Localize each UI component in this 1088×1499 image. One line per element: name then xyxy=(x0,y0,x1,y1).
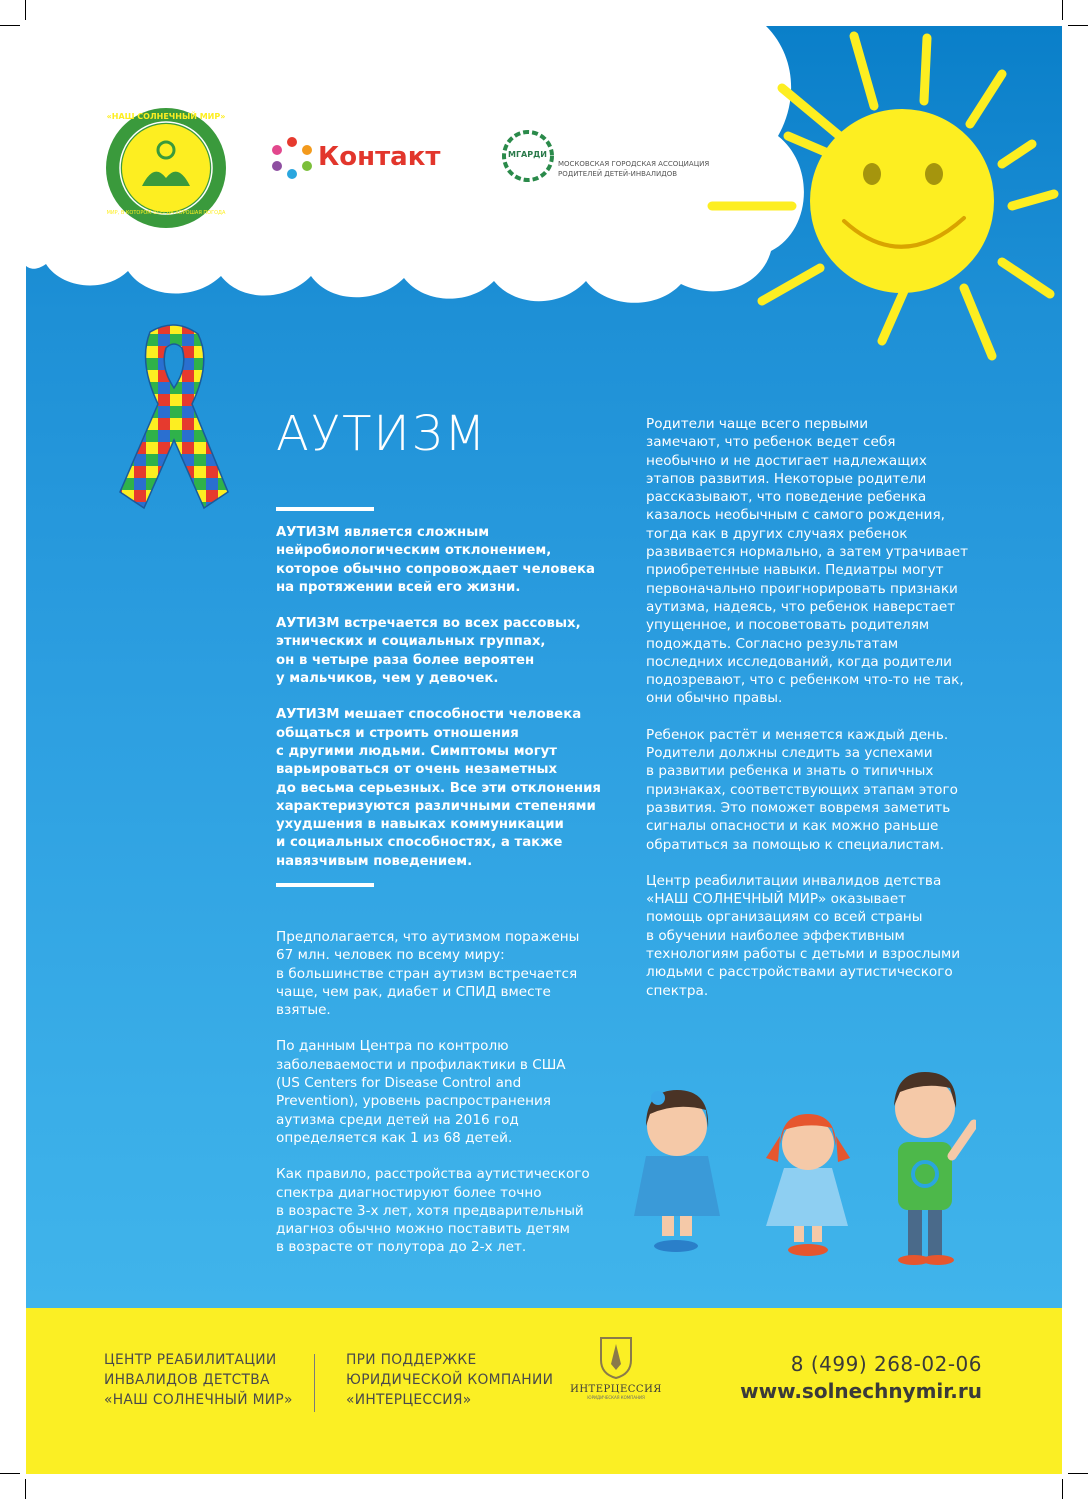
sunny-world-logo-text: «НАШ СОЛНЕЧНЫЙ МИР» xyxy=(106,112,226,121)
girl-red-hair xyxy=(766,1114,850,1256)
sunny-world-logo xyxy=(104,106,228,230)
crop-mark xyxy=(25,1479,26,1499)
footer-divider xyxy=(314,1354,315,1412)
kontakt-logo xyxy=(270,136,470,186)
crop-mark xyxy=(0,1473,20,1474)
sun-illustration xyxy=(702,26,1062,366)
autism-ribbon-icon xyxy=(110,322,240,514)
fact-paragraph: Как правило, расстройства аутистического спектра диагностируют более точно в возрасте 3-х лет, хотя предварительный диагноз обычно можно поставить детям в возрасте от полутора до 2-х лет. xyxy=(276,1166,590,1256)
body-paragraph: Центр реабилитации инвалидов детства «НАШ СОЛНЕЧНЫЙ МИР» оказывает помощь организациям со всей страны в обучении наиболее эффективным технологиям работы с детьми и взрослыми людьми с расстройствами аутистического спектра. xyxy=(646,872,961,999)
left-column-intro xyxy=(276,524,636,889)
mgardi-line1: МОСКОВСКАЯ ГОРОДСКАЯ АССОЦИАЦИЯ xyxy=(558,160,710,168)
intercession-logo xyxy=(566,1336,666,1416)
crop-mark xyxy=(1068,25,1088,26)
sunny-world-motto: МИР, В КОТОРОМ ВСЕГДА ХОРОШАЯ ПОГОДА xyxy=(106,210,226,216)
mgardi-short: МГАРДИ xyxy=(508,150,547,159)
kontakt-logo-text: Контакт xyxy=(318,142,441,172)
girl-blue-dress xyxy=(634,1090,720,1252)
children-illustration xyxy=(616,1066,976,1266)
crop-mark xyxy=(1068,1473,1088,1474)
intro-paragraph: АУТИЗМ встречается во всех рассовых, этнических и социальных группах, он в четыре раза более вероятен у мальчиков, чем у девочек. xyxy=(276,616,581,687)
title-rule xyxy=(276,507,374,511)
fact-paragraph: Предполагается, что аутизмом поражены 67 млн. человек по всему миру: в большинстве стран аутизм встречается чаще, чем рак, диабет и СПИД вместе взятые. xyxy=(276,929,580,1019)
mgardi-line2: РОДИТЕЛЕЙ ДЕТЕЙ-ИНВАЛИДОВ xyxy=(558,170,678,178)
body-paragraph: Родители чаще всего первыми замечают, что ребенок ведет себя необычно и не достигает надлежащих этапов развития. Некоторые родители рассказывают, что поведение ребенка казалось необычным с самого рождения, тогда как в других случаях ребенок развивается нормально, а затем утрачивает приобретенные навыки. Педиатры могут первоначально проигнорировать признаки аутизма, надеясь, что ребенок наверстает упущенное, и посоветовать родителям подождать. Согласно результатам последних исследований, когда родители подозревают, что с ребенком что-то не так, они обычно правы. xyxy=(646,416,969,707)
intercession-logo-text: ИНТЕРЦЕССИЯ xyxy=(570,1384,662,1395)
section-rule xyxy=(276,883,374,887)
crop-mark xyxy=(0,25,20,26)
crop-mark xyxy=(1062,1479,1063,1499)
crop-mark xyxy=(25,0,26,20)
fact-paragraph: По данным Центра по контролю заболеваемости и профилактики в США (US Centers for Disease Control and Prevention), уровень распространения аутизма среди детей на 2016 год определяется как 1 из 68 детей. xyxy=(276,1038,566,1146)
right-column xyxy=(646,415,1046,1018)
website-link[interactable]: www.solnechnymir.ru xyxy=(740,1379,982,1403)
intercession-shield-icon xyxy=(599,1336,633,1380)
intro-paragraph: АУТИЗМ мешает способности человека общаться и строить отношения с другими людьми. Симптомы могут варьироваться от очень незаметных до весьма серьезных. Все эти отклонения характеризуются различными степенями ухудшения в навыках коммуникации и социальных способностях, а также навязчивым поведением. xyxy=(276,707,601,869)
intercession-logo-sub: ЮРИДИЧЕСКАЯ КОМПАНИЯ xyxy=(587,1395,645,1400)
phone-number: 8 (499) 268-02-06 xyxy=(790,1352,982,1376)
crop-mark xyxy=(1062,0,1063,20)
footer xyxy=(26,1308,1062,1474)
boy-green-shirt xyxy=(894,1072,974,1265)
intro-paragraph: АУТИЗМ является сложным нейробиологическим отклонением, которое обычно сопровождает человека на протяжении всей его жизни. xyxy=(276,525,595,595)
page-title: АУТИЗМ xyxy=(276,406,488,462)
footer-center-name: ЦЕНТР РЕАБИЛИТАЦИИ ИНВАЛИДОВ ДЕТСТВА «НАШ СОЛНЕЧНЫЙ МИР» xyxy=(104,1352,293,1408)
left-column-facts xyxy=(276,928,636,1275)
footer-support: ПРИ ПОДДЕРЖКЕ ЮРИДИЧЕСКОЙ КОМПАНИИ «ИНТЕРЦЕССИЯ» xyxy=(346,1352,554,1408)
body-paragraph: Ребенок растёт и меняется каждый день. Родители должны следить за успехами в развитии ребенка и знать о типичных признаках, соответствующих этапам этого развития. Это поможет вовремя заметить сигналы опасности и как можно раньше обратиться за помощью к специалистам. xyxy=(646,726,958,853)
mgardi-logo xyxy=(502,130,722,190)
poster xyxy=(26,26,1062,1474)
